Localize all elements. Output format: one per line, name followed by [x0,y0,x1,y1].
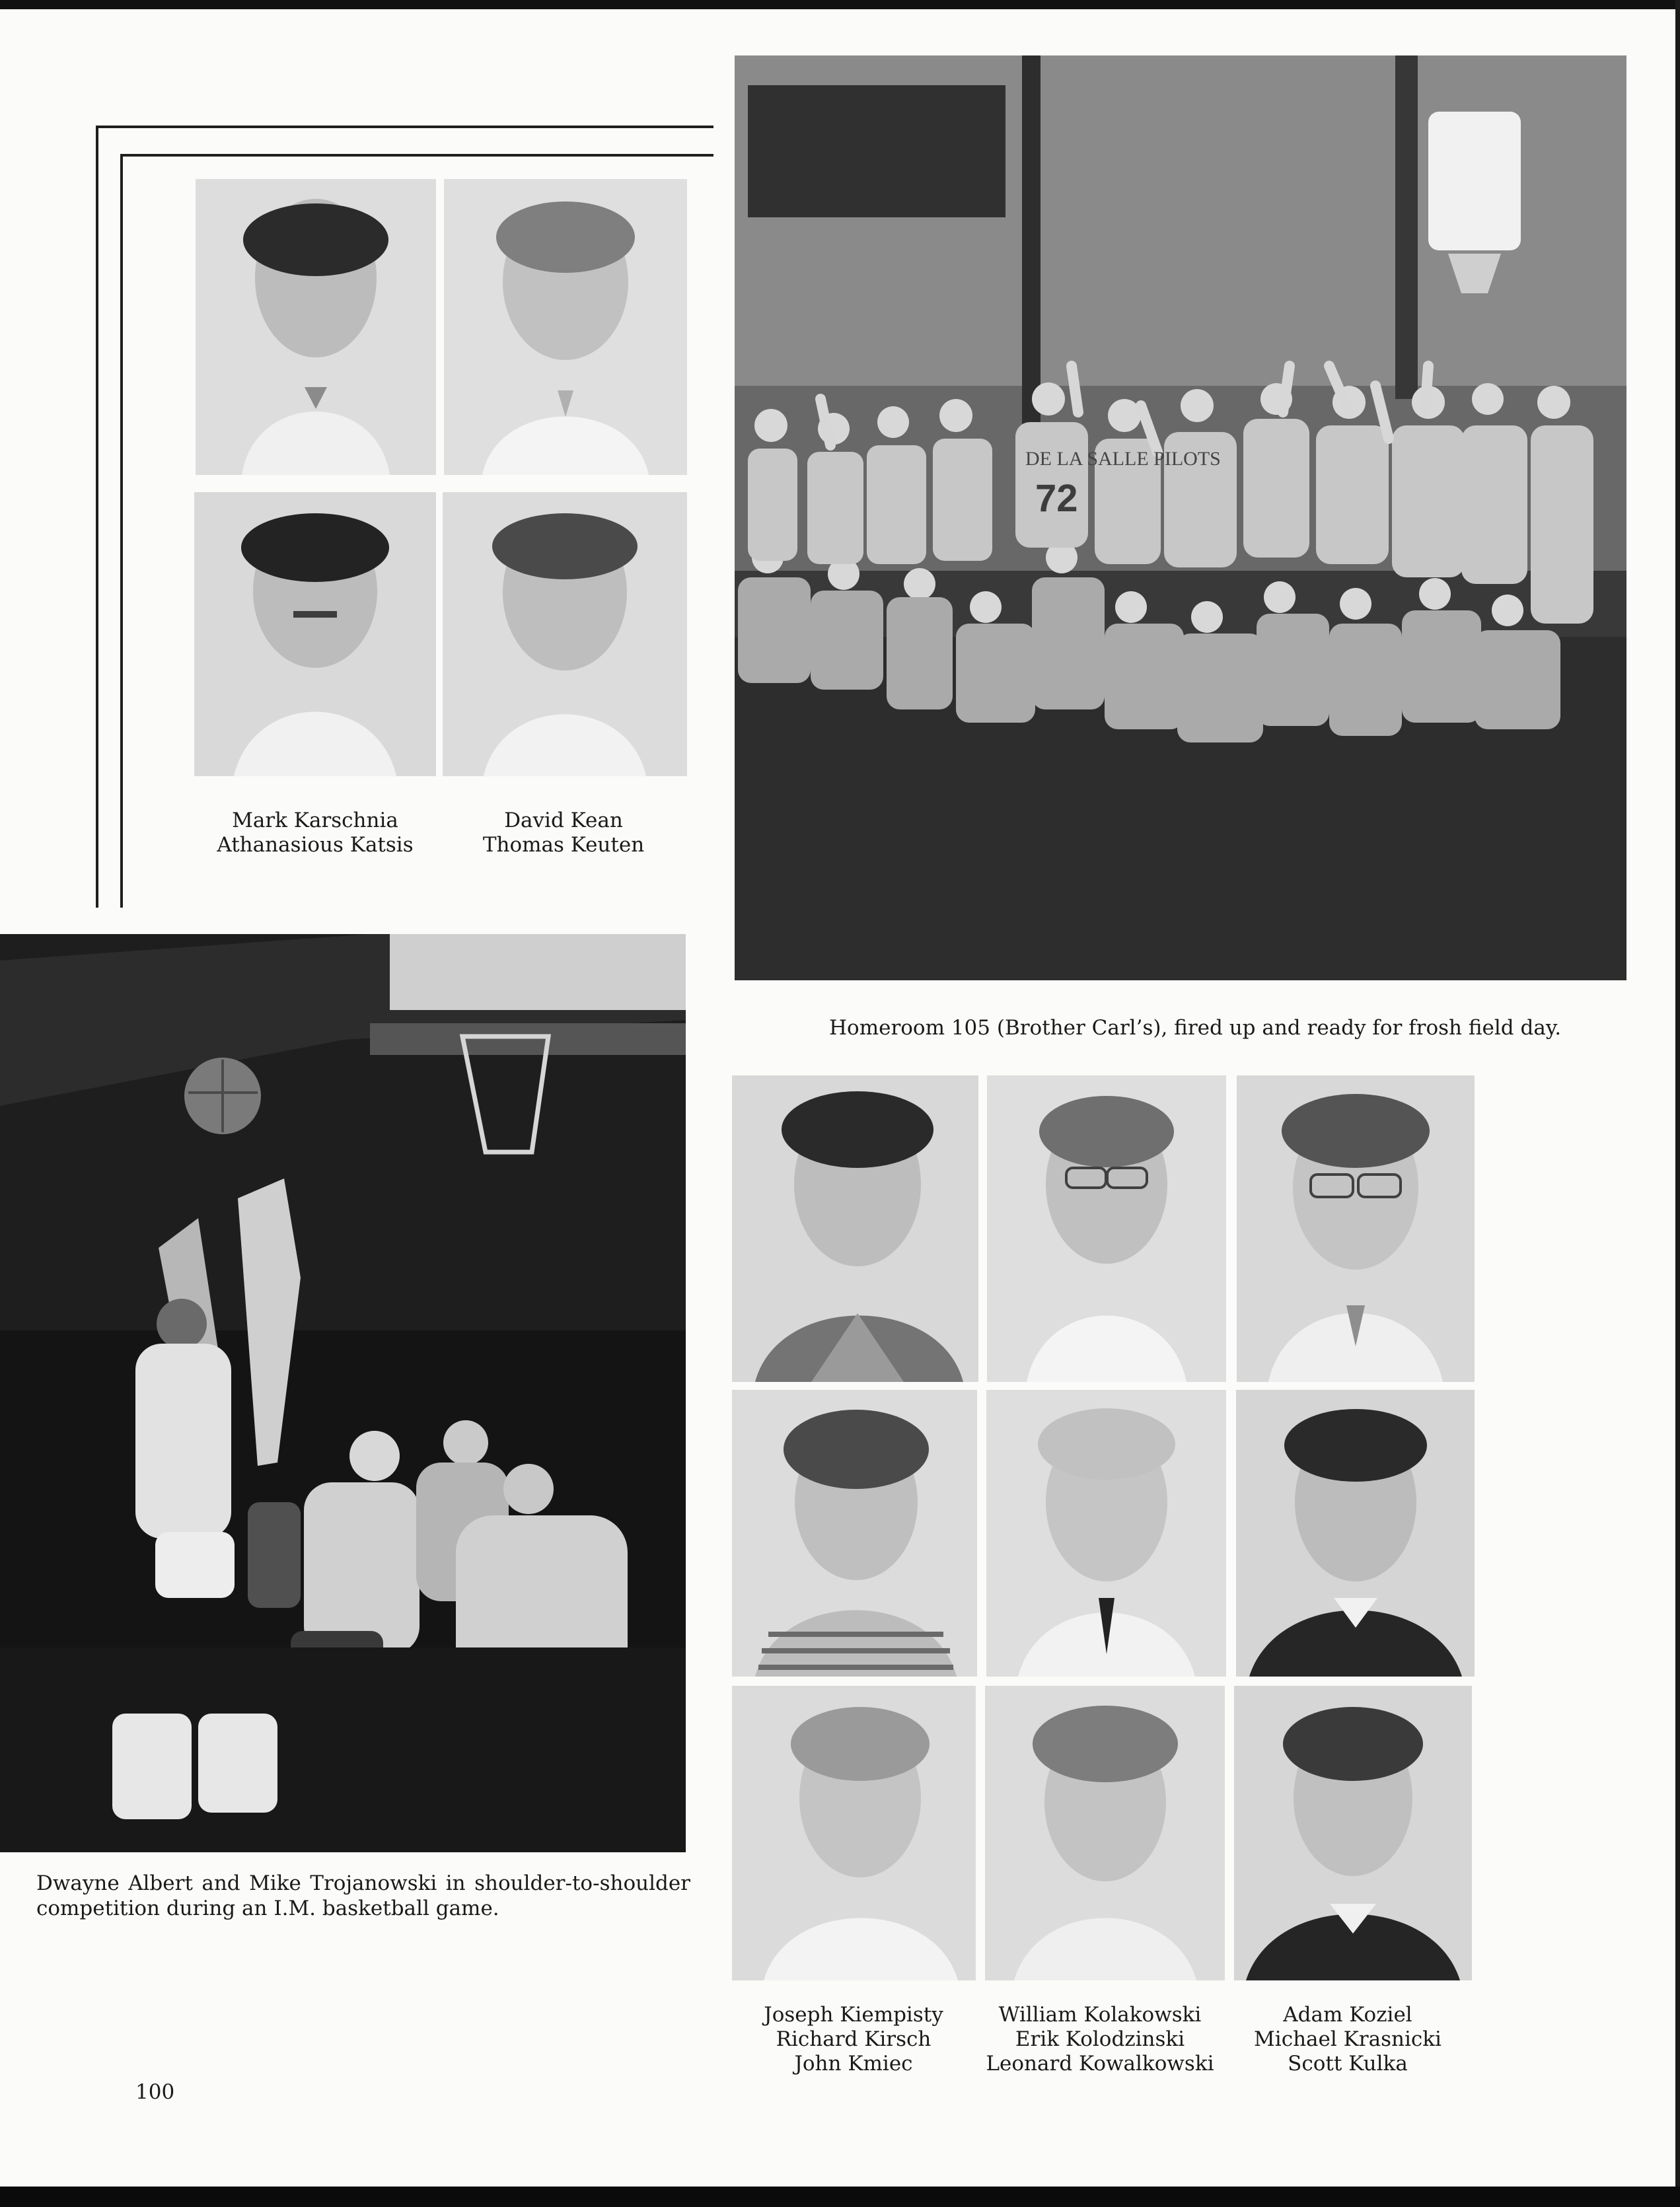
portrait-photo [1234,1686,1472,1980]
frame-inner-top [120,154,713,157]
student-name: Leonard Kowalkowski [986,2052,1214,2076]
portrait-photo [443,492,687,776]
portrait-photo [732,1686,976,1980]
portrait-names-col1 [735,2003,972,2076]
frame-outer-left [96,126,98,908]
portrait-photo [987,1075,1226,1382]
portrait-photo [985,1686,1225,1980]
shirt-number: 72 [1035,477,1078,520]
portrait-names-col2 [971,2003,1229,2076]
student-name: Athanasious Katsis [217,833,414,857]
portrait-photo [196,179,436,475]
student-name: Erik Kolodzinski [1015,2027,1185,2051]
page-number: 100 [135,2080,175,2104]
homeroom-caption: Homeroom 105 (Brother Carl’s), fired up and ready for frosh field day. [829,1016,1562,1040]
student-name: Joseph Kiempisty [764,2003,943,2027]
portrait-photo [444,179,687,475]
student-name: John Kmiec [794,2052,913,2076]
portrait-photo [732,1075,978,1382]
frame-inner-left [120,154,123,908]
student-name: William Kolakowski [998,2003,1202,2027]
portrait-names-col3 [1229,2003,1467,2076]
student-name: David Kean [504,809,623,832]
portrait-photo [986,1390,1226,1677]
student-name: Scott Kulka [1288,2052,1408,2076]
basketball-caption: Dwayne Albert and Mike Trojanowski in shoulder-to-shoulder competition during an I.M. basketball game. [36,1871,690,1920]
student-name: Michael Krasnicki [1254,2027,1442,2051]
student-name: Richard Kirsch [776,2027,931,2051]
student-name: Thomas Keuten [482,833,645,857]
basketball-photo [0,934,686,1852]
top-names-right [455,809,673,857]
shirt-text: DE LA SALLE PILOTS [1025,448,1221,470]
frame-outer-top [96,126,713,128]
scan-edge-bottom [0,2187,1680,2207]
student-name: Mark Karschnia [232,809,398,832]
portrait-photo [732,1390,977,1677]
portrait-photo [1237,1075,1475,1382]
portrait-photo [1236,1390,1475,1677]
top-names-left [206,809,424,857]
homeroom-group-photo [735,55,1626,980]
scan-edge-right [1675,0,1680,2207]
student-name: Adam Koziel [1283,2003,1412,2027]
portrait-photo [194,492,436,776]
yearbook-page [0,9,1675,2187]
